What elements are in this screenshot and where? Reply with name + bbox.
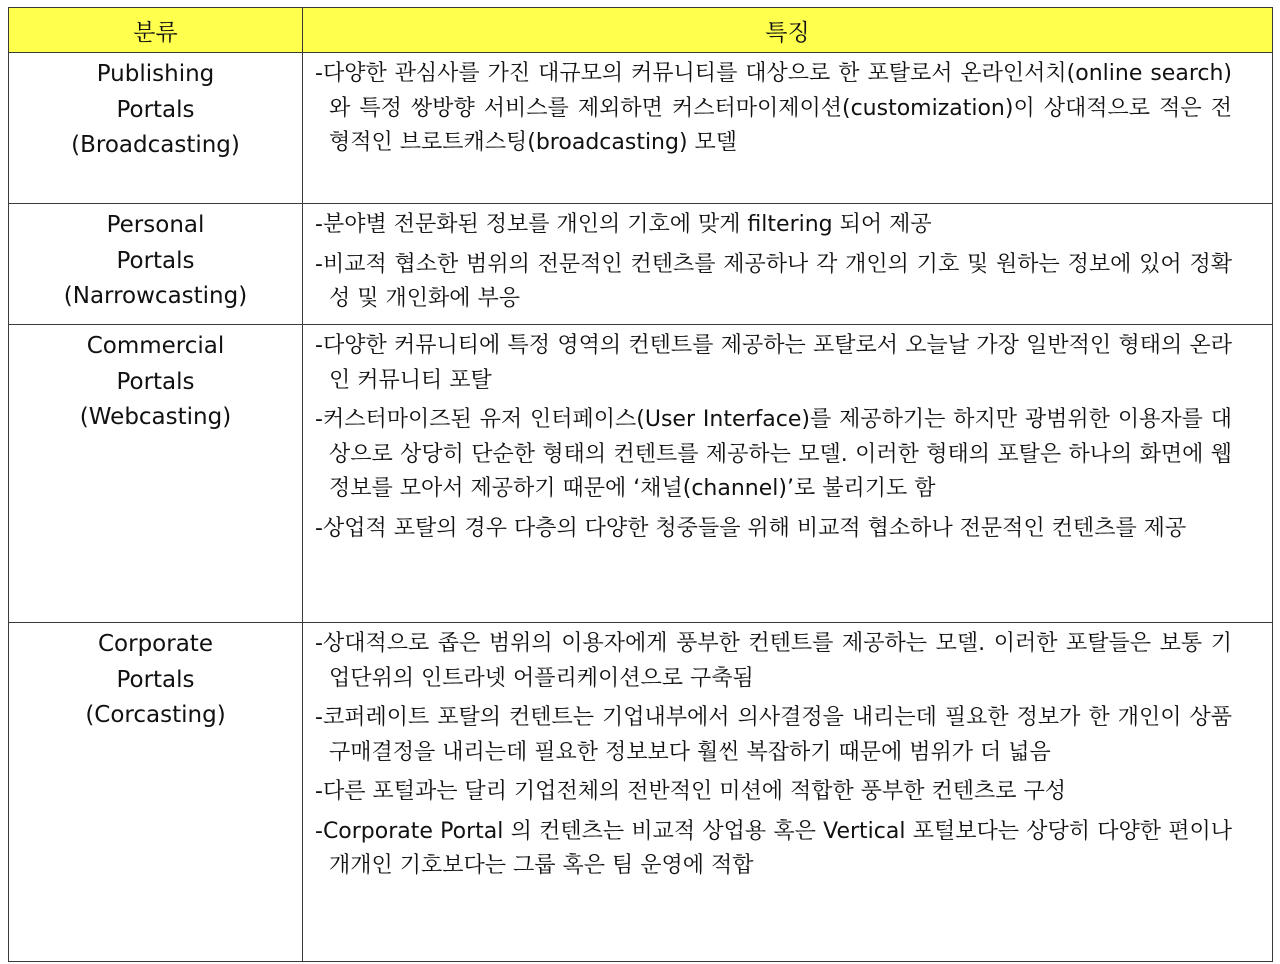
feature-item: -코퍼레이트 포탈의 컨텐트는 기업내부에서 의사결정을 내리는데 필요한 정보가 한 개인이 상품 구매결정을 내리는데 필요한 정보보다 훨씬 복잡하기 때문에 범위가 더 넓음 <box>315 705 1232 765</box>
feature-item: -다양한 관심사를 가진 대규모의 커뮤니티를 대상으로 한 포탈로서 온라인서치(online search)와 특정 쌍방향 서비스를 제외하면 커스터마이제이션(customization)이 상대적으로 적은 전형적인 브로트캐스팅(broadcasting) 모델 <box>315 61 1232 155</box>
category-casting: (Webcasting) <box>79 404 232 430</box>
header-category: 분류 <box>9 8 303 53</box>
features-cell <box>303 204 1273 325</box>
features-cell <box>303 53 1273 204</box>
table-row <box>9 325 1273 623</box>
features-cell <box>303 325 1273 623</box>
features-cell <box>303 623 1273 962</box>
category-name: Publishing <box>96 61 215 87</box>
feature-item: -분야별 전문화된 정보를 개인의 기호에 맞게 filtering 되어 제공 <box>315 212 932 237</box>
portal-classification-table <box>8 7 1273 962</box>
category-cell <box>9 53 303 204</box>
category-cell <box>9 204 303 325</box>
category-cell <box>9 623 303 962</box>
table-row <box>9 623 1273 962</box>
table-header-row <box>9 8 1273 53</box>
category-type: Portals <box>116 96 195 123</box>
feature-item: -다른 포털과는 달리 기업전체의 전반적인 미션에 적합한 풍부한 컨텐츠로 구성 <box>315 779 1066 804</box>
category-cell <box>9 325 303 623</box>
category-name: Commercial <box>86 333 225 359</box>
category-casting: (Narrowcasting) <box>63 283 248 309</box>
table-row <box>9 53 1273 204</box>
category-type: Portals <box>116 666 195 693</box>
category-name: Corporate <box>98 631 213 657</box>
feature-item: -상업적 포탈의 경우 다층의 다양한 청중들을 위해 비교적 협소하나 전문적인 컨텐츠를 제공 <box>315 515 1187 541</box>
header-features: 특징 <box>303 8 1273 53</box>
category-type: Portals <box>116 247 195 274</box>
feature-item: -Corporate Portal 의 컨텐츠는 비교적 상업용 혹은 Vertical 포털보다는 상당히 다양한 편이나 개개인 기호보다는 그룹 혹은 팀 운영에 적합 <box>315 818 1232 878</box>
feature-item: -커스터마이즈된 유저 인터페이스(User Interface)를 제공하기는 하지만 광범위한 이용자를 대상으로 상당히 단순한 형태의 컨텐트를 제공하는 모델. 이러한 형태의 포탈은 하나의 화면에 웹정보를 모아서 제공하기 때문에 ‘채널(channel)’로 불리기도 함 <box>315 407 1232 501</box>
feature-item: -비교적 협소한 범위의 전문적인 컨텐츠를 제공하나 각 개인의 기호 및 원하는 정보에 있어 정확성 및 개인화에 부응 <box>315 251 1232 311</box>
category-casting: (Corcasting) <box>85 702 226 728</box>
category-type: Portals <box>116 368 195 395</box>
table-row <box>9 204 1273 325</box>
category-casting: (Broadcasting) <box>71 132 240 158</box>
feature-item: -다양한 커뮤니티에 특정 영역의 컨텐트를 제공하는 포탈로서 오늘날 가장 일반적인 형태의 온라인 커뮤니티 포탈 <box>315 333 1232 393</box>
feature-item: -상대적으로 좁은 범위의 이용자에게 풍부한 컨텐트를 제공하는 모델. 이러한 포탈들은 보통 기업단위의 인트라넷 어플리케이션으로 구축됨 <box>315 631 1232 691</box>
category-name: Personal <box>106 212 205 238</box>
